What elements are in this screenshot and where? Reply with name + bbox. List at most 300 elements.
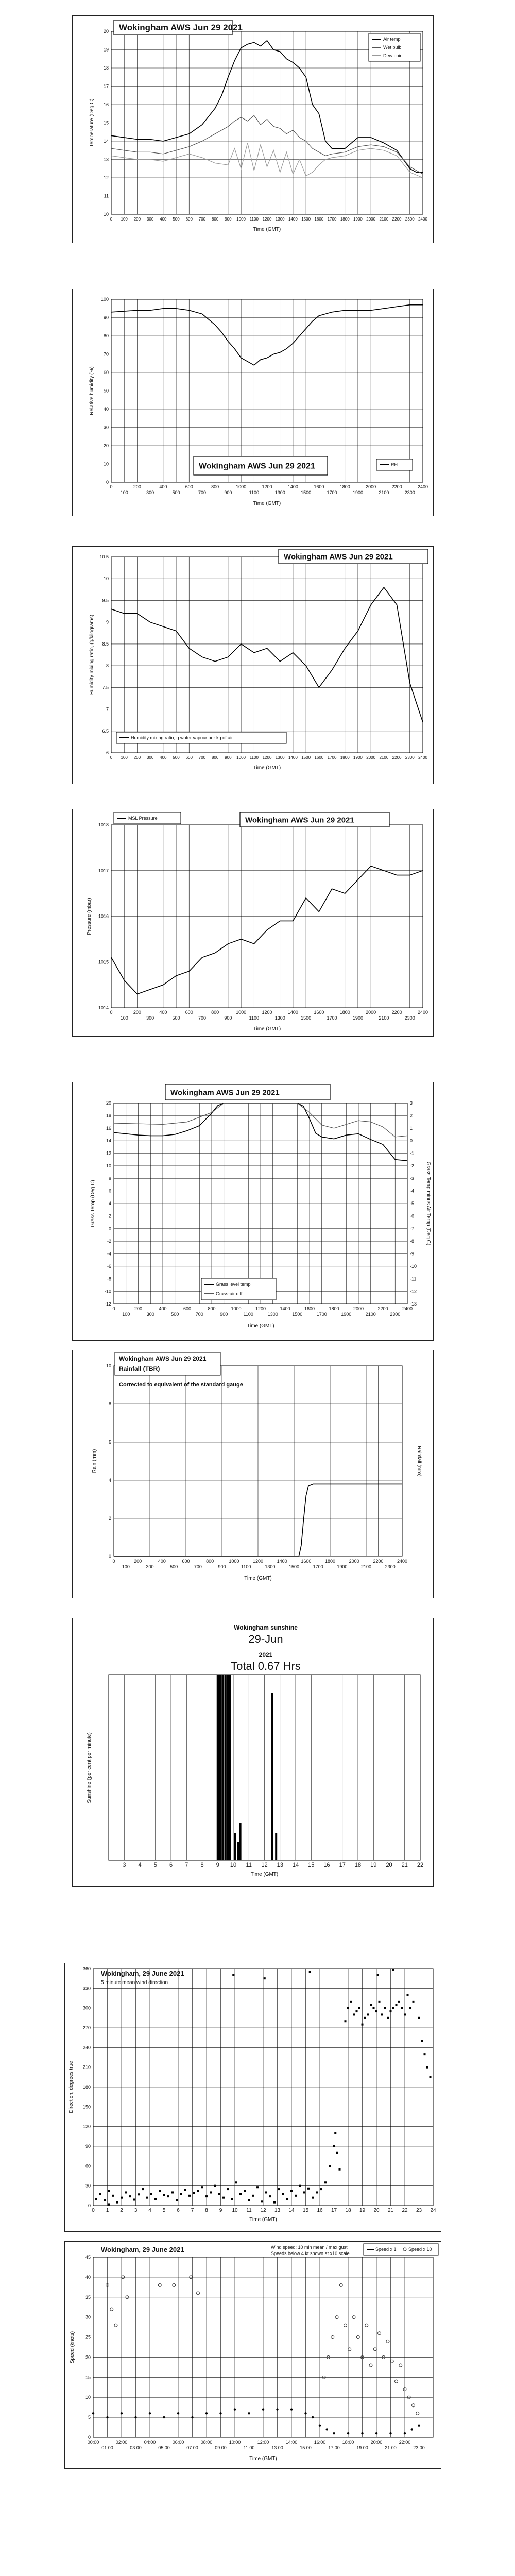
y-tick-label: 10 [106, 1363, 111, 1368]
data-point [121, 2412, 123, 2414]
data-point [392, 1969, 394, 1971]
y-tick-label: 17 [103, 83, 109, 89]
y-axis-label: Pressure (mbar) [87, 897, 92, 935]
x-tick-label: 1700 [327, 755, 337, 760]
sunshine-bar [227, 1675, 229, 1860]
data-point [150, 2193, 152, 2195]
y-right-tick-label: -8 [410, 1239, 415, 1244]
x-tick-label: 17:00 [328, 2445, 340, 2450]
data-point [413, 2001, 415, 2003]
rainfall-chart-panel [72, 1350, 434, 1598]
y-tick-label: 8 [108, 1401, 111, 1406]
sunshine-bar [222, 1675, 224, 1860]
y-tick-label: 150 [82, 2104, 91, 2110]
y-axis-label: Direction, degrees true [68, 2061, 74, 2113]
data-point [367, 2013, 369, 2015]
sunshine-bar [275, 1833, 277, 1860]
y-right-tick-label: 0 [410, 1138, 413, 1144]
x-tick-label: 1300 [275, 217, 285, 222]
y-tick-label: 18 [103, 65, 109, 71]
chart-title: Wokingham AWS Jun 29 2021 [170, 1088, 280, 1097]
data-point [108, 2190, 110, 2192]
x-tick-label: 12:00 [257, 2439, 269, 2445]
sunshine-bar [220, 1675, 222, 1860]
x-tick-label: 2000 [366, 217, 376, 222]
y-tick-label: 2 [108, 1213, 111, 1219]
wind-direction-chart [65, 1963, 441, 2231]
x-tick-label: 0 [110, 484, 113, 489]
x-tick-label: 09:00 [215, 2445, 227, 2450]
y-tick-label: 50 [103, 388, 109, 394]
data-point [379, 2001, 381, 2003]
x-tick-label: 2 [120, 2208, 123, 2213]
x-tick-label: 400 [160, 755, 167, 760]
x-tick-label: 2000 [366, 1010, 376, 1015]
data-point [193, 2192, 195, 2194]
data-point [333, 2145, 335, 2147]
x-tick-label: 2100 [379, 1015, 389, 1021]
x-tick-label: 2400 [418, 755, 427, 760]
data-point [112, 2195, 114, 2197]
data-point [384, 2007, 386, 2009]
x-tick-label: 400 [158, 1558, 166, 1564]
data-point [149, 2412, 151, 2414]
x-tick-label: 100 [122, 1312, 130, 1317]
y-tick-label: -10 [104, 1289, 111, 1294]
data-point [273, 2201, 276, 2204]
data-point [309, 1971, 311, 1973]
legend-label: Grass level temp [216, 1282, 251, 1287]
x-tick-label: 11 [246, 2208, 252, 2213]
data-point [227, 2188, 229, 2190]
legend-label: MSL Pressure [128, 816, 158, 821]
x-tick-label: 2400 [417, 1010, 428, 1015]
chart-annotation: Speeds below 4 kt shown at x10 scale [271, 2251, 350, 2256]
y-tick-label: 0 [106, 480, 109, 485]
x-tick-label: 2000 [349, 1558, 359, 1564]
sunshine-bar [234, 1833, 236, 1860]
data-point [116, 2201, 118, 2204]
y-tick-label: -2 [107, 1239, 111, 1244]
x-tick-label: 22:00 [399, 2439, 411, 2445]
x-tick-label: 1500 [301, 217, 311, 222]
x-tick-label: 1100 [243, 1312, 253, 1317]
wind-speed-chart-panel [64, 2241, 441, 2469]
y-axis-label: Temperature (Deg C) [89, 98, 95, 147]
chart-subtitle: 5 minute mean wind direction [101, 1980, 168, 1986]
x-tick-label: 300 [146, 217, 154, 222]
x-tick-label: 800 [211, 1010, 219, 1015]
data-point [138, 2193, 140, 2195]
x-tick-label: 600 [185, 755, 193, 760]
x-axis-label: Time (GMT) [247, 1323, 274, 1329]
y-right-axis-label: Rainfall (mm) [416, 1446, 422, 1477]
data-point [205, 2195, 208, 2197]
data-point [347, 2432, 349, 2434]
data-point [108, 2203, 110, 2205]
y-tick-label: 1017 [98, 868, 109, 873]
x-tick-label: 22 [402, 2208, 408, 2213]
data-point [99, 2193, 101, 2195]
data-point [375, 2432, 377, 2434]
x-tick-label: 19:00 [356, 2445, 368, 2450]
chart-title: Wokingham AWS Jun 29 2021 [199, 462, 315, 471]
y-tick-label: 60 [85, 2163, 91, 2169]
x-tick-label: 16 [317, 2208, 323, 2213]
x-tick-label: 1300 [274, 490, 285, 495]
x-tick-label: 13:00 [271, 2445, 283, 2450]
y-axis-label: Relative humidity (%) [89, 366, 95, 415]
y-tick-label: 10 [103, 212, 109, 217]
data-point [231, 2198, 233, 2200]
data-point [396, 2004, 398, 2006]
data-point [278, 2188, 280, 2190]
x-tick-label: 02:00 [115, 2439, 128, 2445]
data-point [264, 1977, 266, 1979]
y-tick-label: -12 [104, 1301, 111, 1307]
x-tick-label: 5 [162, 2208, 166, 2213]
x-tick-label: 300 [146, 1312, 154, 1317]
x-tick-label: 1500 [301, 1015, 312, 1021]
x-tick-label: 700 [195, 1312, 203, 1317]
data-point [210, 2191, 212, 2193]
y-tick-label: 40 [85, 2274, 91, 2280]
x-tick-label: 1600 [314, 217, 324, 222]
x-tick-label: 1400 [288, 217, 298, 222]
data-point [373, 2007, 375, 2009]
x-tick-label: 21:00 [385, 2445, 397, 2450]
data-point [312, 2197, 314, 2199]
y-tick-label: 19 [103, 47, 109, 53]
y-tick-label: 0 [88, 2203, 91, 2208]
x-tick-label: 1400 [287, 484, 298, 489]
data-point [377, 1974, 379, 1976]
x-tick-label: 16:00 [314, 2439, 326, 2445]
y-tick-label: 30 [85, 2183, 91, 2189]
data-point [398, 2001, 400, 2003]
x-tick-label: 1500 [301, 490, 312, 495]
x-tick-label: 11 [246, 1862, 252, 1868]
data-point [418, 2424, 420, 2426]
y-tick-label: 25 [85, 2334, 91, 2340]
x-tick-label: 7 [185, 1862, 188, 1868]
wind-speed-chart [65, 2242, 441, 2468]
y-tick-label: 360 [82, 1966, 91, 1971]
x-tick-label: 14 [288, 2208, 295, 2213]
x-tick-label: 1500 [301, 755, 311, 760]
x-tick-label: 2200 [377, 1306, 388, 1311]
x-tick-label: 07:00 [186, 2445, 198, 2450]
x-tick-label: 4 [148, 2208, 151, 2213]
x-tick-label: 1400 [277, 1558, 287, 1564]
legend-label: Speed x 1 [375, 2247, 397, 2252]
x-tick-label: 2100 [379, 217, 389, 222]
data-point [336, 2152, 338, 2154]
x-tick-label: 10:00 [229, 2439, 241, 2445]
x-tick-label: 01:00 [101, 2445, 113, 2450]
y-tick-label: 35 [85, 2294, 91, 2300]
x-axis-label: Time (GMT) [249, 2456, 277, 2462]
x-axis-label: Time (GMT) [253, 765, 281, 771]
y-axis-label: Grass Temp (Deg C) [90, 1180, 96, 1227]
y-tick-label: 70 [103, 351, 109, 357]
x-tick-label: 19 [370, 1862, 377, 1868]
x-tick-label: 1700 [327, 1015, 337, 1021]
x-tick-label: 14:00 [285, 2439, 298, 2445]
x-tick-label: 1000 [236, 1010, 247, 1015]
y-tick-label: 14 [103, 139, 109, 144]
y-tick-label: 1016 [98, 913, 109, 919]
y-tick-label: 9.5 [102, 598, 109, 603]
data-point [390, 2010, 392, 2012]
y-tick-label: 10 [106, 1163, 111, 1168]
y-tick-label: 0 [108, 1226, 111, 1231]
data-point [218, 2193, 220, 2195]
data-point [339, 2168, 341, 2171]
chart-title: Wokingham, 29 June 2021 [101, 2246, 184, 2253]
x-tick-label: 400 [159, 1010, 167, 1015]
x-tick-label: 700 [198, 755, 206, 760]
y-tick-label: 45 [85, 2255, 91, 2260]
data-point [370, 2004, 372, 2006]
y-axis-label: Rain (mm) [92, 1449, 97, 1473]
sunshine-total: Total 0.67 Hrs [231, 1659, 301, 1672]
x-tick-label: 23:00 [413, 2445, 425, 2450]
data-point [375, 2010, 377, 2012]
y-tick-label: 5 [88, 2415, 91, 2420]
y-right-tick-label: 2 [410, 1113, 413, 1118]
pressure-chart-panel [72, 809, 434, 1037]
x-tick-label: 2300 [404, 490, 415, 495]
x-tick-label: 11:00 [243, 2445, 255, 2450]
data-point [180, 2193, 182, 2195]
x-axis-label: Time (GMT) [253, 501, 281, 506]
x-tick-label: 2300 [405, 217, 415, 222]
x-tick-label: 1000 [236, 484, 247, 489]
data-point [265, 2191, 267, 2193]
data-point [286, 2198, 288, 2200]
x-tick-label: 1700 [313, 1564, 323, 1569]
data-point [407, 1994, 409, 1996]
sunshine-bar [229, 1675, 231, 1860]
y-axis-label: Speed (knots) [70, 2331, 75, 2364]
y-tick-label: 20 [103, 443, 109, 448]
x-tick-label: 600 [185, 484, 193, 489]
chart-title: Wokingham AWS Jun 29 2021 [119, 1355, 207, 1362]
y-tick-label: 10 [103, 576, 109, 582]
x-tick-label: 300 [146, 1015, 154, 1021]
x-tick-label: 21 [401, 1862, 408, 1868]
chart-subtitle: Wind speed: 10 min mean / max gust [271, 2245, 348, 2250]
x-tick-label: 2300 [405, 755, 415, 760]
x-tick-label: 200 [134, 1306, 143, 1311]
data-point [256, 2186, 259, 2188]
data-point [307, 2188, 310, 2190]
data-point [134, 2416, 136, 2418]
chart-title: Wokingham, 29 June 2021 [101, 1970, 184, 1977]
data-point [364, 2017, 366, 2019]
x-tick-label: 500 [173, 217, 180, 222]
x-tick-label: 17 [339, 1862, 346, 1868]
temperature-chart-panel [72, 15, 434, 243]
x-tick-label: 2400 [402, 1306, 413, 1311]
x-tick-label: 1400 [287, 1010, 298, 1015]
x-tick-label: 2200 [392, 755, 402, 760]
x-tick-label: 1500 [288, 1564, 300, 1569]
x-tick-label: 12 [261, 1862, 268, 1868]
y-tick-label: 90 [103, 315, 109, 320]
x-tick-label: 0 [92, 2208, 95, 2213]
x-tick-label: 15 [302, 2208, 309, 2213]
data-point [326, 2428, 328, 2430]
y-tick-label: 330 [82, 1986, 91, 1991]
x-tick-label: 18 [354, 1862, 362, 1868]
x-tick-label: 8 [200, 1862, 204, 1868]
chart-title: Wokingham sunshine [234, 1624, 298, 1631]
x-tick-label: 800 [211, 217, 219, 222]
y-tick-label: 8.5 [102, 641, 109, 647]
x-tick-label: 200 [133, 755, 141, 760]
x-tick-label: 400 [159, 484, 167, 489]
sunshine-bar [237, 1842, 239, 1860]
data-point [350, 2001, 352, 2003]
x-tick-label: 24 [430, 2208, 436, 2213]
y-tick-label: 300 [82, 2005, 91, 2011]
data-point [219, 2412, 221, 2414]
x-tick-label: 13 [277, 1862, 283, 1868]
x-tick-label: 1800 [339, 484, 350, 489]
x-tick-label: 1100 [249, 755, 259, 760]
data-point [167, 2195, 169, 2197]
x-tick-label: 20:00 [370, 2439, 383, 2445]
x-tick-label: 0 [112, 1558, 115, 1564]
x-tick-label: 1700 [327, 217, 337, 222]
x-tick-label: 900 [224, 1015, 232, 1021]
x-tick-label: 1200 [262, 1010, 272, 1015]
x-tick-label: 700 [198, 490, 206, 495]
data-point [276, 2408, 278, 2410]
y-tick-label: 6 [108, 1188, 111, 1194]
data-point [347, 2007, 349, 2009]
data-point [426, 2066, 428, 2069]
x-axis-label: Time (GMT) [249, 2217, 277, 2223]
y-tick-label: 14 [106, 1138, 111, 1144]
data-point [234, 2408, 236, 2410]
x-tick-label: 1900 [352, 490, 363, 495]
y-tick-label: 20 [106, 1100, 111, 1106]
x-tick-label: 9 [219, 2208, 222, 2213]
data-point [299, 2185, 301, 2187]
x-tick-label: 400 [160, 217, 167, 222]
x-tick-label: 2400 [397, 1558, 408, 1564]
x-tick-label: 1900 [353, 217, 363, 222]
data-point [424, 2053, 426, 2055]
y-right-tick-label: -4 [410, 1188, 415, 1194]
x-tick-label: 1200 [255, 1306, 266, 1311]
data-point [329, 2165, 331, 2167]
data-point [421, 2040, 423, 2042]
x-tick-label: 200 [133, 484, 141, 489]
data-point [163, 2416, 165, 2418]
x-tick-label: 500 [172, 490, 180, 495]
data-point [142, 2188, 144, 2190]
y-tick-label: 8 [106, 663, 109, 669]
y-tick-label: 270 [82, 2025, 91, 2030]
x-tick-label: 2400 [417, 484, 428, 489]
x-tick-label: 9 [216, 1862, 219, 1868]
data-point [248, 2412, 250, 2414]
y-right-tick-label: -7 [410, 1226, 415, 1231]
data-point [262, 2408, 264, 2410]
data-point [392, 2007, 394, 2009]
x-tick-label: 2000 [353, 1306, 364, 1311]
data-point [356, 2010, 358, 2012]
x-tick-label: 3 [134, 2208, 138, 2213]
y-tick-label: 11 [104, 193, 109, 199]
y-tick-label: 30 [85, 2314, 91, 2320]
x-tick-label: 1800 [340, 755, 350, 760]
x-tick-label: 2000 [366, 484, 376, 489]
data-point [176, 2199, 178, 2201]
y-tick-label: 16 [103, 102, 109, 107]
y-tick-label: 16 [106, 1125, 111, 1131]
x-tick-label: 500 [171, 1312, 179, 1317]
x-tick-label: 1300 [267, 1312, 278, 1317]
x-tick-label: 1400 [288, 755, 298, 760]
x-tick-label: 1100 [249, 490, 259, 495]
y-tick-label: 15 [103, 120, 109, 126]
y-right-tick-label: -5 [410, 1201, 415, 1206]
x-tick-label: 400 [159, 1306, 167, 1311]
data-point [184, 2189, 186, 2191]
data-point [244, 2190, 246, 2192]
data-point [154, 2198, 157, 2200]
x-tick-label: 1500 [292, 1312, 303, 1317]
x-tick-label: 200 [134, 1558, 142, 1564]
data-point [125, 2191, 127, 2193]
x-tick-label: 2200 [373, 1558, 384, 1564]
y-tick-label: 180 [82, 2084, 91, 2090]
mixing-ratio-chart [73, 547, 433, 784]
data-point [404, 2432, 406, 2434]
x-tick-label: 1600 [301, 1558, 312, 1564]
data-point [409, 2007, 411, 2009]
x-tick-label: 1100 [249, 217, 259, 222]
y-tick-label: 80 [103, 333, 109, 338]
y-right-tick-label: -1 [410, 1150, 415, 1156]
y-tick-label: 2 [108, 1516, 111, 1521]
x-tick-label: 2200 [391, 1010, 402, 1015]
x-tick-label: 200 [133, 1010, 141, 1015]
data-point [333, 2432, 335, 2434]
x-tick-label: 4 [138, 1862, 142, 1868]
data-point [205, 2412, 208, 2414]
x-tick-label: 300 [146, 755, 154, 760]
humidity-chart-panel [72, 289, 434, 516]
data-point [362, 2024, 364, 2026]
data-point [303, 2191, 305, 2193]
x-tick-label: 1200 [252, 1558, 264, 1564]
y-tick-label: -4 [107, 1251, 111, 1257]
y-tick-label: 100 [100, 297, 109, 302]
x-tick-label: 0 [112, 1306, 115, 1311]
y-tick-label: 12 [103, 175, 109, 180]
data-point [404, 2013, 406, 2015]
y-right-tick-label: -2 [410, 1163, 415, 1168]
x-tick-label: 900 [218, 1564, 226, 1569]
y-tick-label: 7 [106, 706, 109, 712]
x-tick-label: 6 [169, 1862, 173, 1868]
